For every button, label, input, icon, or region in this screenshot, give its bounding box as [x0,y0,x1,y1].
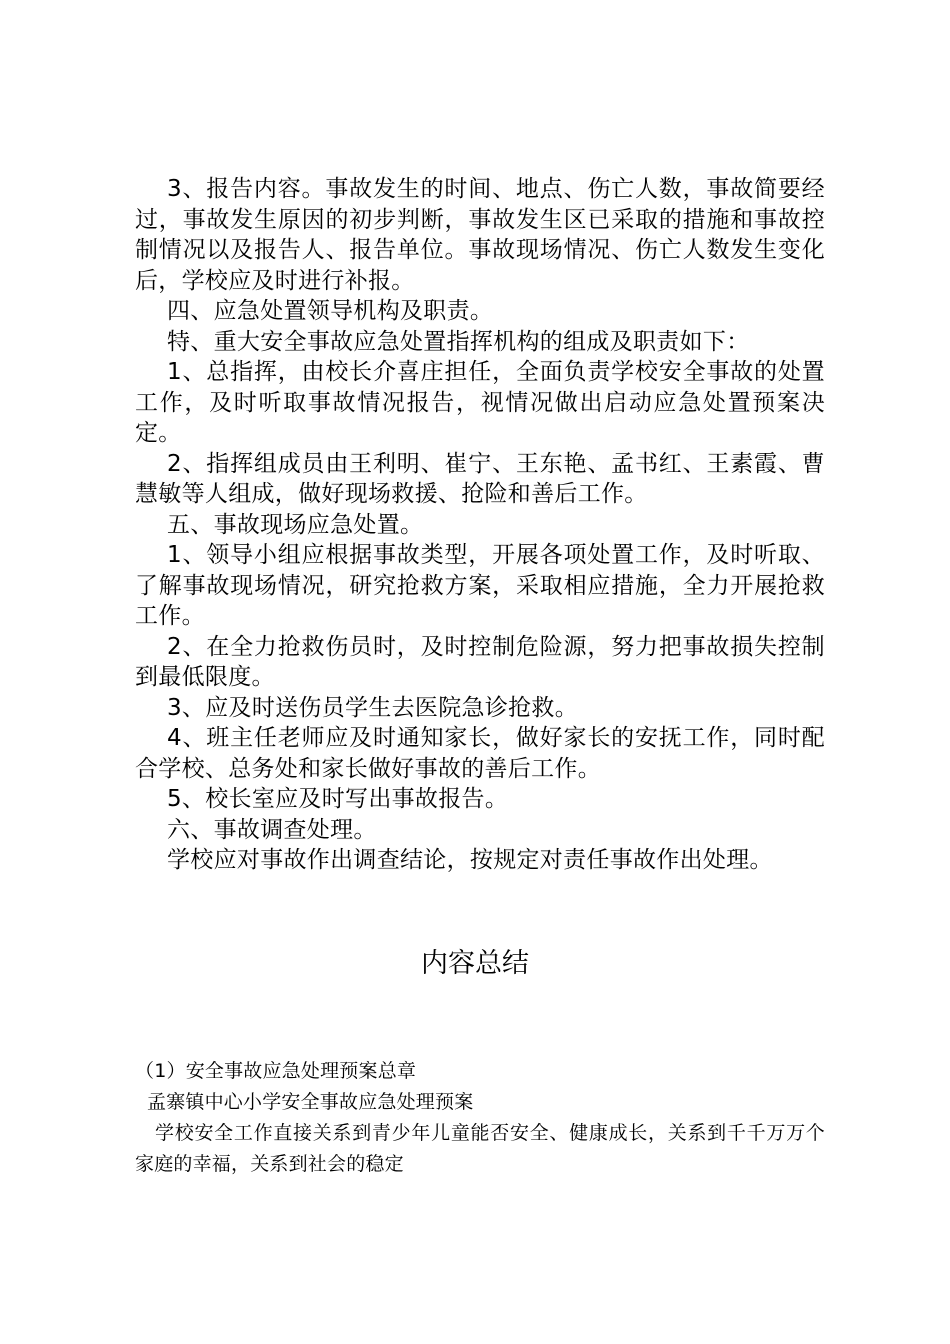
paragraph-leadership-response: 1、领导小组应根据事故类型，开展各项处置工作，及时听取、了解事故现场情况，研究抢救方案，采取相应措施，全力开展抢救工作。 [135,542,825,629]
summary-line-intro: 学校安全工作直接关系到青少年儿童能否安全、健康成长，关系到千千万万个家庭的幸福，关系到社会的稳定 [135,1122,825,1175]
paragraph-hospital-transfer: 3、应及时送伤员学生去医院急诊抢救。 [167,694,579,721]
paragraph-rescue-control: 2、在全力抢救伤员时，及时控制危险源，努力把事故损失控制到最低限度。 [135,633,825,690]
paragraph-parent-notification: 4、班主任老师应及时通知家长，做好家长的安抚工作，同时配合学校、总务处和家长做好事故的善后工作。 [135,725,825,782]
paragraph-command-members: 2、指挥组成员由王利明、崔宁、王东艳、孟书红、王素霞、曹慧敏等人组成，做好现场救援、抢险和善后工作。 [135,450,825,507]
paragraph-section-six-heading: 六、事故调查处理。 [167,816,377,843]
summary-title: 内容总结 [421,948,529,979]
paragraph-accident-report: 5、校长室应及时写出事故报告。 [167,786,509,812]
paragraph-commander: 1、总指挥，由校长介喜庄担任，全面负责学校安全事故的处置工作，及时听取事故情况报告，视情况做出启动应急处置预案决定。 [135,359,825,446]
summary-line-plan-title: 孟寨镇中心小学安全事故应急处理预案 [147,1091,474,1113]
paragraph-section-five-heading: 五、事故现场应急处置。 [167,511,424,538]
summary-section [135,1056,825,1180]
main-body-text [135,174,825,876]
paragraph-report-content: 3、报告内容。事故发生的时间、地点、伤亡人数，事故简要经过，事故发生原因的初步判断，事故发生区已采取的措施和事故控制情况以及报告人、报告单位。事故现场情况、伤亡人数发生变化后，学校应及时进行补报。 [135,176,825,294]
paragraph-investigation: 学校应对事故作出调查结论，按规定对责任事故作出处理。 [167,847,773,873]
paragraph-section-four-heading: 四、应急处置领导机构及职责。 [167,298,494,324]
summary-line-chapter: （1）安全事故应急处理预案总章 [135,1060,417,1082]
paragraph-command-structure: 特、重大安全事故应急处置指挥机构的组成及职责如下： [167,328,750,355]
